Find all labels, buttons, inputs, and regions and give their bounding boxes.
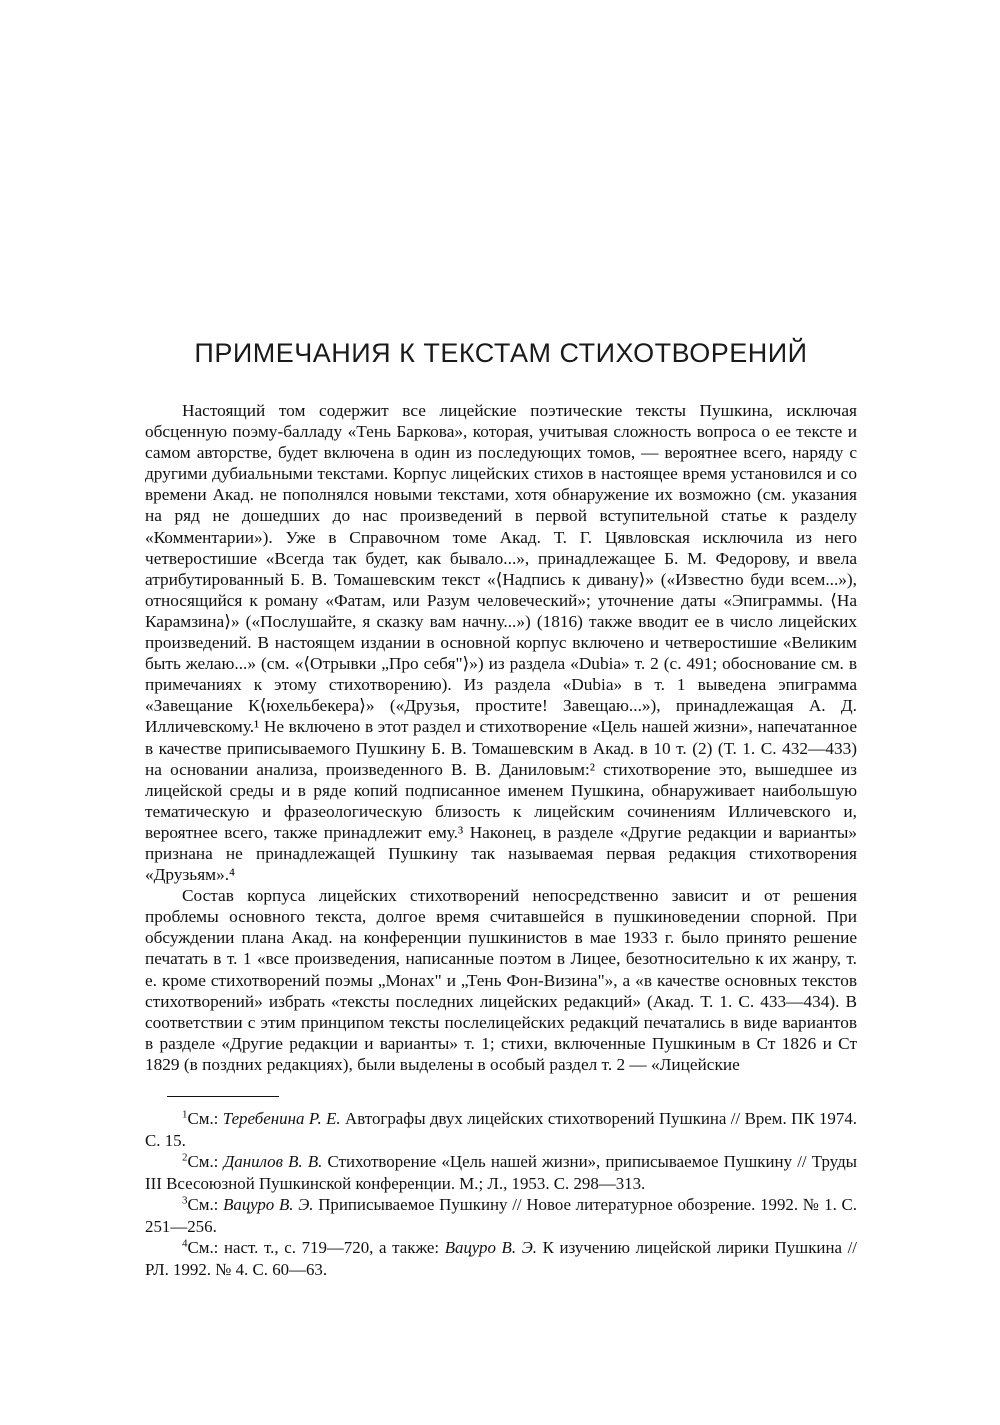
footnote-prefix: См.: наст. т., с. 719—720, а также:: [187, 1238, 445, 1257]
footnote: [145, 1151, 857, 1194]
footnote: [145, 1194, 857, 1237]
footnote-prefix: См.:: [187, 1195, 224, 1214]
footnote-prefix: См.:: [187, 1152, 224, 1171]
footnote-text: Стихотворение «Цель нашей жизни», приписываемое Пушкину // Труды III Всесоюзной Пушкинской конференции. М.; Л., 1953. С. 298—313.: [145, 1152, 858, 1193]
footnote-author: Данилов В. В.: [223, 1152, 323, 1171]
body-paragraph: Настоящий том содержит все лицейские поэтические тексты Пушкина, исключая обсценную поэму-балладу «Тень Баркова», которая, учитывая сложность вопроса о ее тексте и самом авторстве, будет включена в один из последующих томов, — вероятнее всего, наряду с другими дубиальными текстами. Корпус лицейских стихов в настоящее время установился и со времени Акад. не пополнялся новыми текстами, хотя обнаружение их возможно (см. указания на ряд не дошедших до нас произведений в первой вступительной статье к разделу «Комментарии»). Уже в Справочном томе Акад. Т. Г. Цявловская исключила из него четверостишие «Всегда так будет, как бывало...», принадлежащее Б. М. Федорову, и ввела атрибутированный Б. В. Томашевским текст «⟨Надпись к дивану⟩» («Известно буди всем...»), относящийся к роману «Фатам, или Разум человеческий»; уточнение даты «Эпиграммы. ⟨На Карамзина⟩» («Послушайте, я сказку вам начну...») (1816) также вводит ее в число лицейских произведений. В настоящем издании в основной корпус включено и четверостишие «Великим быть желаю...» (см. «⟨Отрывки „Про себя"⟩») из раздела «Dubia» т. 2 (с. 491; обоснование см. в примечаниях к этому стихотворению). Из раздела «Dubia» в т. 1 выведена эпиграмма «Завещание К⟨юхельбекера⟩» («Друзья, простите! Завещаю...»), принадлежащая А. Д. Илличевскому.¹ Не включено в этот раздел и стихотворение «Цель нашей жизни», напечатанное в качестве приписываемого Пушкину Б. В. Томашевским в Акад. в 10 т. (2) (Т. 1. С. 432—433) на основании анализа, произведенного В. В. Даниловым:² стихотворение это, вышедшее из лицейской среды и в ряде копий подписанное именем Пушкина, обнаруживает наибольшую тематическую и фразеологическую близость к лицейским сочинениям Илличевского и, вероятнее всего, также принадлежит ему.³ Наконец, в разделе «Другие редакции и варианты» признана не принадлежащей Пушкину так называемая первая редакция стихотворения «Друзьям».⁴: [145, 401, 857, 885]
footnote-text: Автографы двух лицейских стихотворений Пушкина // Врем. ПК 1974. С. 15.: [145, 1109, 857, 1150]
footnote-number: 1: [182, 1108, 188, 1121]
footnote-text: Приписываемое Пушкину // Новое литературное обозрение. 1992. № 1. С. 251—256.: [145, 1195, 858, 1236]
footnote-number: 4: [182, 1237, 188, 1250]
footnote-number: 3: [182, 1194, 188, 1207]
footnote-author: Вацуро В. Э.: [223, 1195, 314, 1214]
footnote-prefix: См.:: [187, 1109, 223, 1128]
footnote-separator: [167, 1096, 279, 1097]
footnote: [145, 1108, 857, 1151]
footnote-number: 2: [182, 1151, 188, 1164]
page-title: ПРИМЕЧАНИЯ К ТЕКСТАМ СТИХОТВОРЕНИЙ: [194, 338, 808, 368]
footnote: [145, 1237, 857, 1280]
footnote-author: Вацуро В. Э.: [444, 1238, 537, 1257]
footnote-author: Теребенина Р. Е.: [222, 1109, 341, 1128]
body-paragraph: Состав корпуса лицейских стихотворений непосредственно зависит и от решения проблемы основного текста, долгое время считавшейся в пушкиноведении спорной. При обсуждении плана Акад. на конференции пушкинистов в мае 1933 г. было принято решение печатать в т. 1 «все произведения, написанные поэтом в Лицее, безотносительно к их жанру, т. е. кроме стихотворений поэмы „Монах" и „Тень Фон-Визина"», а «в качестве основных текстов стихотворений» избрать «тексты последних лицейских редакций» (Акад. Т. 1. С. 433—434). В соответствии с этим принципом тексты послелицейских редакций печатались в виде вариантов в разделе «Другие редакции и варианты» т. 1; стихи, включенные Пушкиным в Ст 1826 и Ст 1829 (в поздних редакциях), были выделены в особый раздел т. 2 — «Лицейские: [145, 886, 857, 1074]
page-content: [145, 336, 857, 1280]
footnote-text: К изучению лицейской лирики Пушкина // РЛ. 1992. № 4. С. 60—63.: [145, 1238, 858, 1279]
